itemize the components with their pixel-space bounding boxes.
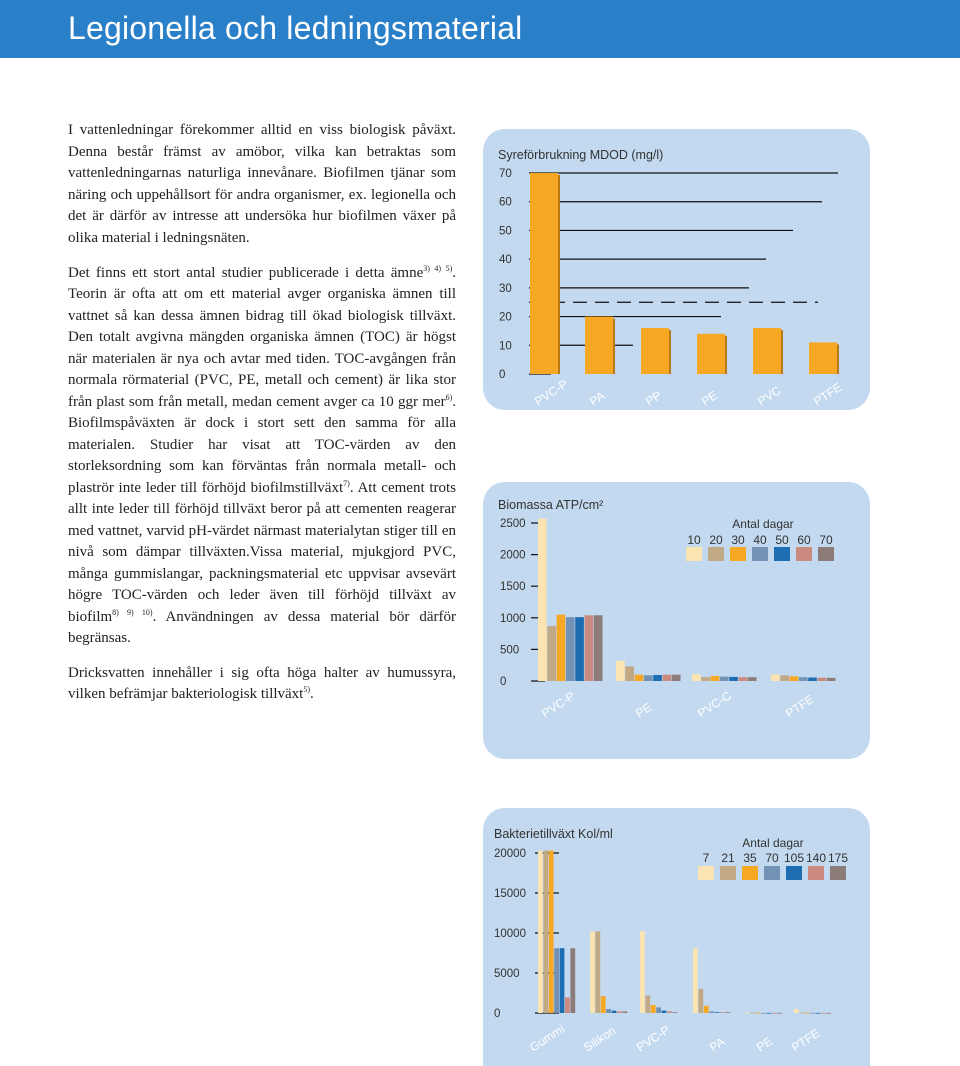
legend-swatch xyxy=(742,866,758,880)
legend-label: 140 xyxy=(805,851,827,865)
legend-label: 7 xyxy=(702,851,710,865)
bar-silikon-21 xyxy=(595,931,600,1013)
x-tick-label: PVC-P xyxy=(539,688,578,721)
x-tick-label: PE xyxy=(699,388,721,409)
x-tick-label: PTFE xyxy=(811,380,845,409)
bar-pvc-c-60 xyxy=(739,677,748,681)
bar-pa-70 xyxy=(709,1011,714,1013)
legend-swatch xyxy=(808,866,824,880)
bar-pe-60 xyxy=(663,675,672,681)
bar-pa-140 xyxy=(720,1012,725,1013)
bar-pe-70 xyxy=(761,1013,766,1014)
text-run: Dricksvatten innehåller i sig ofta höga halter av humussyra, vilken befrämjar bakteriologisk tillväxt xyxy=(68,664,456,703)
bar-ptfe-70 xyxy=(810,1013,815,1014)
x-tick-label: PVC-P xyxy=(634,1022,673,1055)
bar-shadow xyxy=(669,330,671,374)
chart-title: Bakterietillväxt Kol/ml xyxy=(494,827,613,841)
bar-pe-50 xyxy=(653,675,662,681)
legend-swatch xyxy=(730,547,746,561)
bar-pe-30 xyxy=(635,675,644,681)
bar-shadow xyxy=(558,175,560,374)
chart-panel-bakterie xyxy=(483,808,870,1066)
x-tick-label: PE xyxy=(633,700,655,721)
legend-swatch xyxy=(752,547,768,561)
bar-silikon-70 xyxy=(606,1009,611,1013)
bar-pe xyxy=(697,334,725,374)
bar-gummi-140 xyxy=(565,997,570,1013)
legend-title: Antal dagar xyxy=(742,836,804,850)
chart-panel-biomassa xyxy=(483,482,870,759)
legend-swatch xyxy=(720,866,736,880)
chart-panel-mdod xyxy=(483,129,870,410)
bar-gummi-175 xyxy=(570,948,575,1013)
x-tick-label: PTFE xyxy=(783,692,817,721)
legend-swatch xyxy=(698,866,714,880)
bar-pvc-p-60 xyxy=(585,615,594,681)
bar-gummi-7 xyxy=(538,851,543,1013)
bar-pvc-p-20 xyxy=(547,626,556,681)
x-tick-label: PA xyxy=(707,1034,728,1055)
bar-silikon-7 xyxy=(590,931,595,1013)
legend-swatch xyxy=(774,547,790,561)
page-title: Legionella och ledningsmaterial xyxy=(68,10,523,46)
y-tick-label: 50 xyxy=(499,225,512,238)
chart-bakterietillvaxt xyxy=(483,808,870,1066)
bar-pe-35 xyxy=(756,1013,761,1014)
bar-ptfe-105 xyxy=(816,1013,821,1014)
bar-pvc-c-20 xyxy=(701,677,710,681)
x-tick-label: Gummi xyxy=(527,1021,568,1055)
x-tick-label: PA xyxy=(587,388,608,409)
x-tick-label: PE xyxy=(754,1034,776,1055)
paragraph-humus xyxy=(68,663,456,706)
y-tick-label: 1500 xyxy=(500,581,526,594)
y-tick-label: 1000 xyxy=(500,612,526,625)
bar-shadow xyxy=(837,344,839,374)
bar-pvc-p-21 xyxy=(645,995,650,1013)
chart-mdod xyxy=(483,129,870,410)
bar-pvc-p-175 xyxy=(672,1012,677,1013)
chart-biomassa xyxy=(483,482,870,759)
bar-pvc-c-50 xyxy=(729,677,738,681)
x-tick-label: PP xyxy=(643,388,665,409)
y-tick-label: 60 xyxy=(499,196,512,209)
legend-title: Antal dagar xyxy=(732,517,794,531)
legend-swatch xyxy=(708,547,724,561)
y-tick-label: 0 xyxy=(499,369,506,381)
y-tick-label: 2500 xyxy=(500,518,526,530)
bar-pa-7 xyxy=(693,948,698,1013)
text-run: Det finns ett stort antal studier publicerade i detta ämne xyxy=(68,264,424,281)
legend-label: 70 xyxy=(819,533,833,547)
bar-silikon-175 xyxy=(622,1011,627,1013)
bar-pvc-p-40 xyxy=(566,617,575,681)
bar-pe-40 xyxy=(644,675,653,681)
y-tick-label: 20000 xyxy=(494,848,526,860)
bar-ptfe-40 xyxy=(799,677,808,681)
y-tick-label: 40 xyxy=(499,254,512,267)
x-tick-label: PVC-C xyxy=(695,688,734,721)
bar-ptfe-35 xyxy=(805,1013,810,1014)
bar-pvc-p-50 xyxy=(575,617,584,681)
legend-label: 10 xyxy=(687,533,701,547)
bar-pvc-p-105 xyxy=(662,1011,667,1013)
y-tick-label: 15000 xyxy=(494,888,526,900)
bar-pe-175 xyxy=(777,1013,782,1014)
legend-label: 21 xyxy=(721,851,735,865)
paragraph-intro: I vattenledningar förekommer alltid en viss biologisk påväxt. Denna består främst av amöbor, vilka kan betraktas som vattenledningarnas naturliga innevånare. Biofilmen tjänar som näring och uppehållsort för andra organismer, ex. legionella och det är därför av intresse att undersöka hur biofilmen växer på olika material i ledningsnäten. xyxy=(68,122,456,246)
bar-pvc-c-30 xyxy=(711,676,720,681)
bar-gummi-70 xyxy=(554,948,559,1013)
legend-swatch xyxy=(830,866,846,880)
bar-silikon-105 xyxy=(612,1011,617,1013)
bar-pe-21 xyxy=(750,1013,755,1014)
x-tick-label: Silikon xyxy=(581,1023,619,1055)
legend-label: 60 xyxy=(797,533,811,547)
bar-pa xyxy=(585,317,613,374)
page-header xyxy=(0,0,960,58)
y-tick-label: 10000 xyxy=(494,928,526,940)
bar-pvc-p-30 xyxy=(557,615,566,681)
bar-pp xyxy=(641,328,669,374)
bar-pvc-c-70 xyxy=(748,677,757,681)
text-run: . xyxy=(310,686,314,703)
legend-label: 105 xyxy=(783,851,805,865)
x-tick-label: PTFE xyxy=(789,1026,823,1055)
text-run: . Biofilmspåväxten är dock i stort sett den samma för alla materialen. Studier har visat att TOC-värden av den storleksordning som kan förväntas från normala metall- och plaströr inte leder till förhöjd biofilmstillväxt xyxy=(68,393,456,496)
reference-sup: 8) 9) 10) xyxy=(112,607,153,617)
bar-ptfe xyxy=(809,342,837,374)
y-tick-label: 0 xyxy=(500,676,507,688)
legend-swatch xyxy=(796,547,812,561)
bar-pvc-p-35 xyxy=(651,1005,656,1013)
bar-ptfe-140 xyxy=(821,1013,826,1014)
x-tick-label: PVC xyxy=(755,383,784,409)
reference-sup: 7) xyxy=(343,478,350,488)
bar-ptfe-30 xyxy=(790,676,799,681)
reference-sup: 5) xyxy=(303,685,311,695)
legend-label: 35 xyxy=(743,851,757,865)
bar-pe-105 xyxy=(767,1013,772,1014)
legend-label: 175 xyxy=(827,851,849,865)
bar-ptfe-70 xyxy=(827,678,836,681)
reference-sup: 3) 4) 5) xyxy=(423,263,453,273)
y-tick-label: 500 xyxy=(500,644,520,657)
bar-pe-20 xyxy=(625,666,634,681)
bar-pe-70 xyxy=(672,675,681,681)
bar-pvc-p-140 xyxy=(667,1011,672,1013)
reference-sup: 6) xyxy=(445,392,453,402)
bar-pvc-p-10 xyxy=(538,519,547,681)
bar-pvc-p-7 xyxy=(640,931,645,1013)
bar-ptfe-175 xyxy=(826,1013,831,1014)
bar-shadow xyxy=(725,336,727,374)
bar-ptfe-50 xyxy=(808,678,817,681)
bar-pa-35 xyxy=(704,1006,709,1013)
bar-ptfe-21 xyxy=(799,1013,804,1014)
bar-ptfe-20 xyxy=(780,675,789,681)
bar-pa-21 xyxy=(698,989,703,1013)
bar-pa-175 xyxy=(725,1012,730,1013)
bar-gummi-35 xyxy=(549,851,554,1013)
bar-pvc xyxy=(753,328,781,374)
chart-title: Biomassa ATP/cm² xyxy=(498,498,604,512)
bar-shadow xyxy=(613,319,615,374)
y-tick-label: 0 xyxy=(494,1008,501,1020)
bar-gummi-21 xyxy=(543,851,548,1013)
bar-pvc-p-70 xyxy=(594,615,603,681)
paragraph-studies xyxy=(68,263,456,650)
legend-swatch xyxy=(686,547,702,561)
bar-shadow xyxy=(781,330,783,374)
bar-pvc-p xyxy=(530,173,558,374)
legend-label: 70 xyxy=(765,851,779,865)
text-run: . Användningen av dessa material bör därför begränsas. xyxy=(68,608,456,647)
text-run: . Teorin är ofta att om ett material avger organiska ämnen till vattnet så kan dessa ämnen bidrag till ökad biologisk tillväxt. Den totalt avgivna mängden organiska ämnen (TOC) är högst när materialen är nya och avtar med tiden. TOC-avgången från normala rörmaterial (PVC, PE, metall och cement) är lika stor från plast som från metall, medan cement avger ca 10 ggr mer xyxy=(68,264,456,410)
bar-ptfe-7 xyxy=(794,1009,799,1013)
chart-title: Syreförbrukning MDOD (mg/l) xyxy=(498,148,664,162)
body-text xyxy=(68,120,456,719)
bar-silikon-140 xyxy=(617,1011,622,1013)
y-tick-label: 30 xyxy=(499,282,512,295)
bar-pvc-p-70 xyxy=(656,1007,661,1013)
y-tick-label: 10 xyxy=(499,340,512,353)
y-tick-label: 2000 xyxy=(500,549,526,562)
bar-pe-7 xyxy=(745,1012,750,1013)
bar-silikon-35 xyxy=(601,996,606,1013)
y-tick-label: 70 xyxy=(499,168,512,180)
legend-swatch xyxy=(764,866,780,880)
legend-swatch xyxy=(786,866,802,880)
legend-label: 30 xyxy=(731,533,745,547)
bar-ptfe-10 xyxy=(771,674,780,681)
bar-pvc-c-10 xyxy=(692,674,701,681)
legend-swatch xyxy=(818,547,834,561)
bar-ptfe-60 xyxy=(818,678,827,681)
legend-label: 40 xyxy=(753,533,767,547)
bar-pe-10 xyxy=(616,661,625,681)
x-tick-label: PVC-P xyxy=(532,376,571,409)
text-run: . Att cement trots allt inte leder till förhöjd tillväxt beror på att cementen reagerar med vattnet, varvid pH-värdet närmast materialytan stiger till en nivå som dämpar tillväxten.Vissa material, mjukgjord PVC, många gummislangar, packningsmaterial etc uppvisar avsevärt högre TOC-värden och leder även till förhöjd tillväxt av biofilm xyxy=(68,479,456,625)
bar-pvc-c-40 xyxy=(720,677,729,681)
legend-label: 20 xyxy=(709,533,723,547)
legend-label: 50 xyxy=(775,533,789,547)
y-tick-label: 5000 xyxy=(494,968,520,980)
bar-gummi-105 xyxy=(560,948,565,1013)
bar-pa-105 xyxy=(715,1012,720,1013)
y-tick-label: 20 xyxy=(499,311,512,324)
bar-pe-140 xyxy=(772,1013,777,1014)
